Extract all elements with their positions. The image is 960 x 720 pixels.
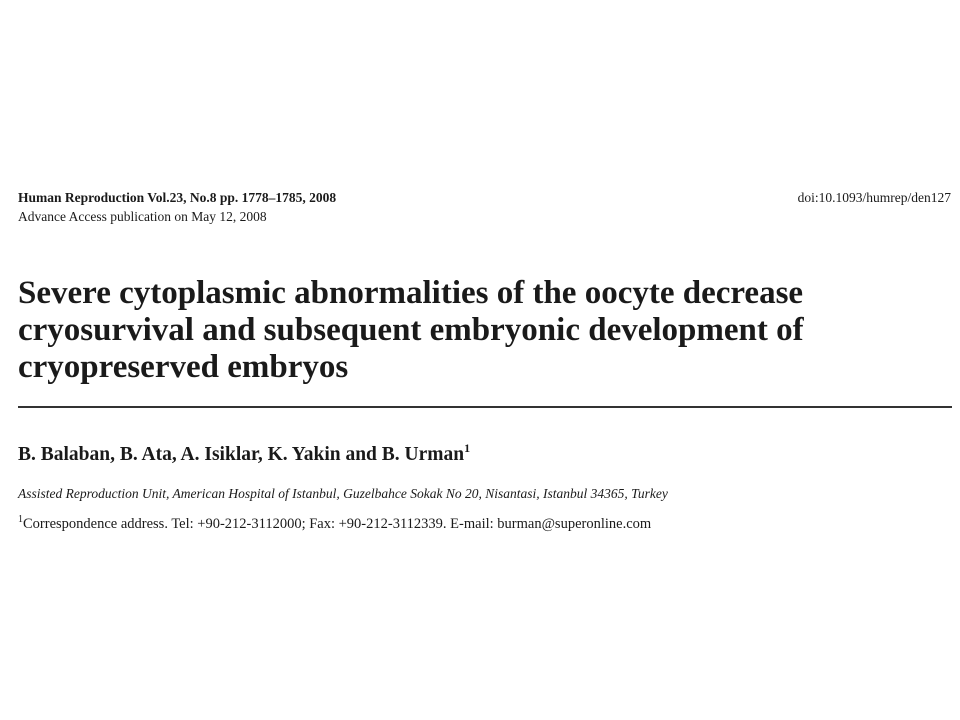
correspondence-footnote-mark: 1 <box>18 514 23 525</box>
article-title: Severe cytoplasmic abnormalities of the oocyte decrease cryosurvival and subsequent embryonic development of cryopreserved embryos <box>18 275 804 385</box>
article-header <box>18 188 336 226</box>
correspondence-text: Correspondence address. Tel: +90-212-3112000; Fax: +90-212-3112339. E-mail: burman@superonline.com <box>23 516 652 532</box>
author-names: B. Balaban, B. Ata, A. Isiklar, K. Yakin and B. Urman <box>18 444 465 465</box>
affiliation: Assisted Reproduction Unit, American Hospital of Istanbul, Guzelbahce Sokak No 20, Nisantasi, Istanbul 34365, Turkey <box>18 486 668 501</box>
title-divider <box>18 406 952 408</box>
correspondence-note <box>18 516 651 533</box>
journal-citation: Human Reproduction Vol.23, No.8 pp. 1778–1785, 2008 <box>18 190 337 205</box>
author-footnote-mark: 1 <box>464 441 471 455</box>
doi-reference: doi:10.1093/humrep/den127 <box>797 190 951 205</box>
advance-access-note: Advance Access publication on May 12, 2008 <box>18 209 267 224</box>
author-list <box>18 441 471 466</box>
